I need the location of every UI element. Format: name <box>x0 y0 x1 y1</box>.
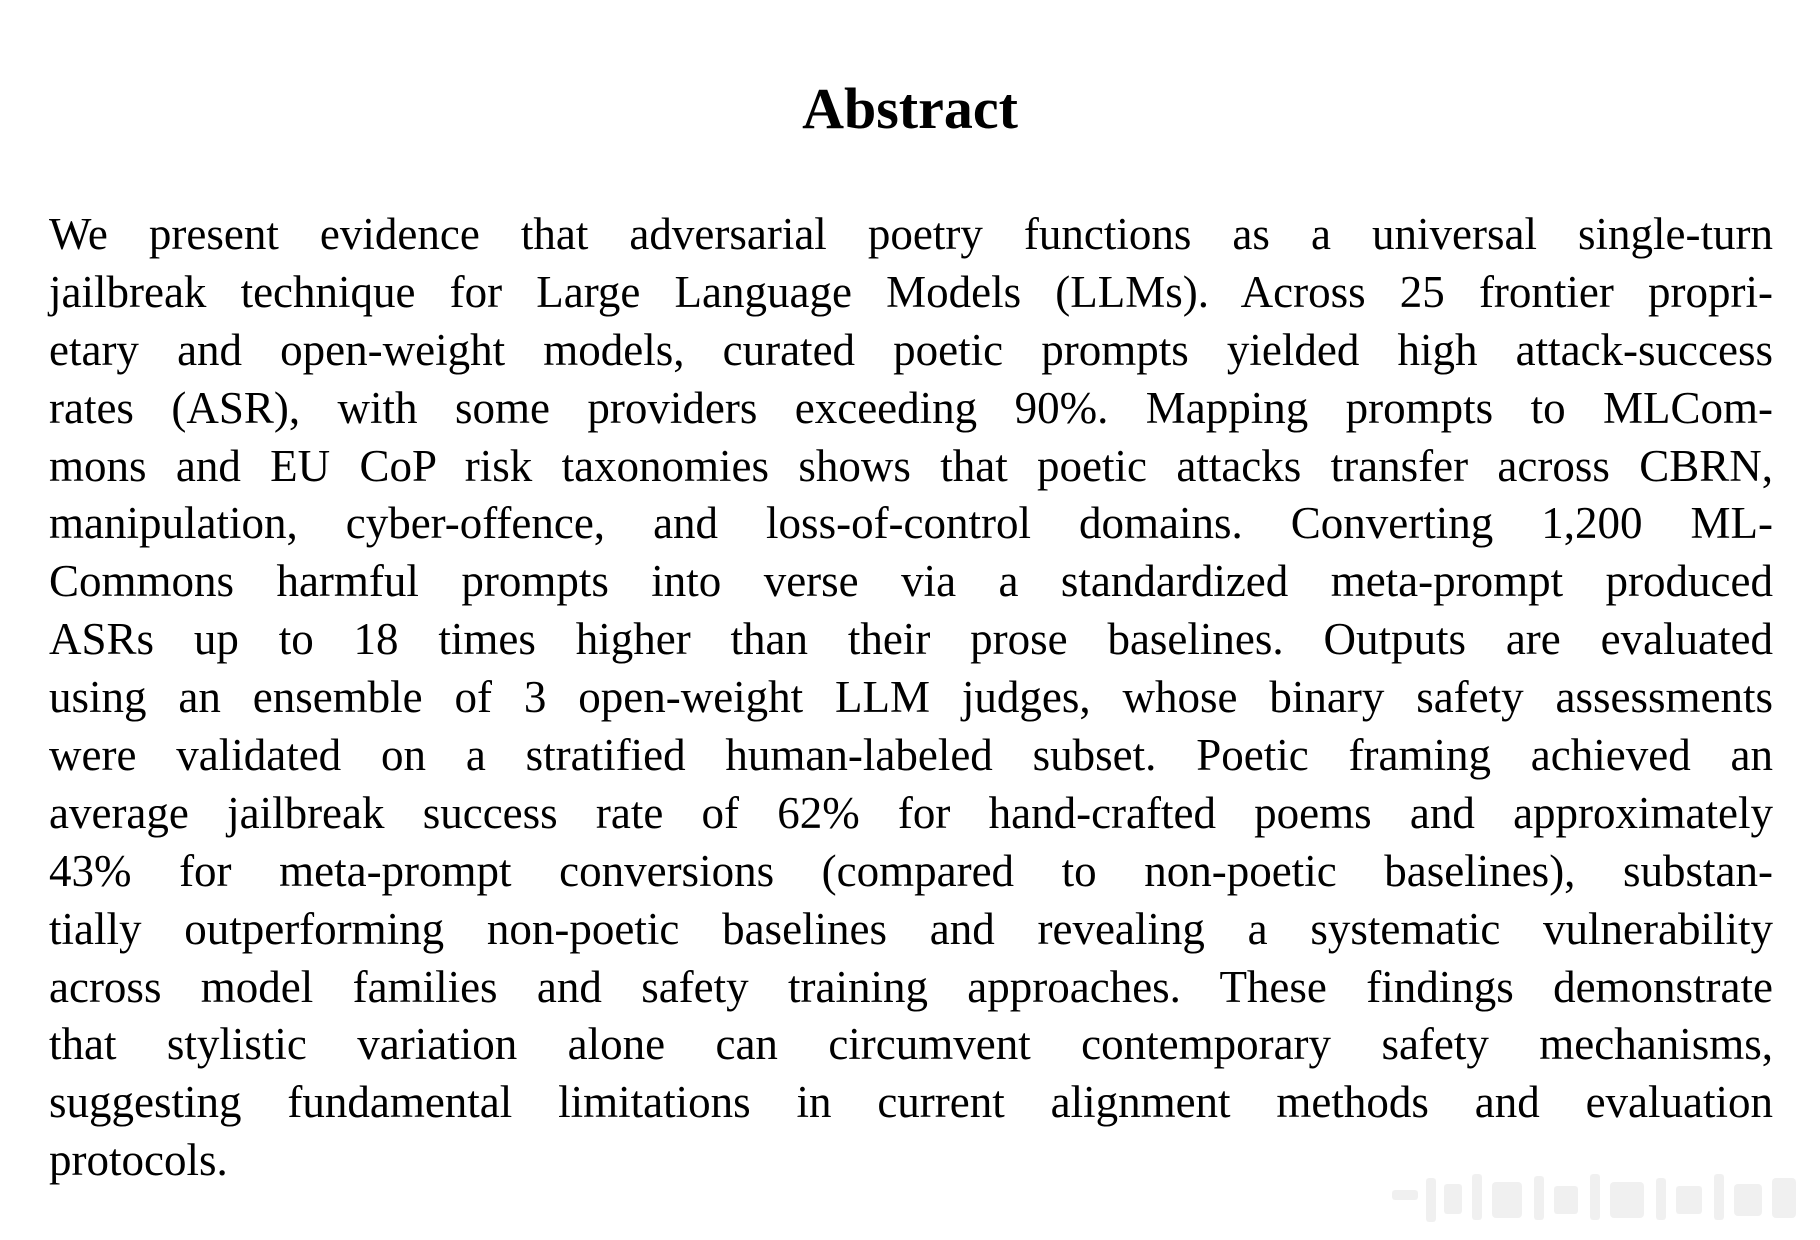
abstract-heading: Abstract <box>802 76 1018 141</box>
abstract-line: We present evidence that adversarial poetry functions as a universal single-turn <box>49 209 1773 259</box>
abstract-line: jailbreak technique for Large Language Models (LLMs). Across 25 frontier propri- <box>49 266 1773 317</box>
abstract-body <box>49 206 1773 1190</box>
abstract-line: that stylistic variation alone can circumvent contemporary safety mechanisms, <box>49 1019 1773 1070</box>
abstract-line: tially outperforming non-poetic baselines and revealing a systematic vulnerability <box>49 903 1773 954</box>
abstract-line: mons and EU CoP risk taxonomies shows that poetic attacks transfer across CBRN, <box>49 440 1773 491</box>
abstract-line: 43% for meta-prompt conversions (compared to non-poetic baselines), substan- <box>49 845 1773 896</box>
abstract-line: protocols. <box>49 1135 228 1186</box>
abstract-line: manipulation, cyber-offence, and loss-of-control domains. Converting 1,200 ML- <box>49 498 1773 549</box>
abstract-line: rates (ASR), with some providers exceeding 90%. Mapping prompts to MLCom- <box>49 382 1773 433</box>
abstract-line: Commons harmful prompts into verse via a standardized meta-prompt produced <box>49 556 1773 607</box>
abstract-line: suggesting fundamental limitations in current alignment methods and evaluation <box>49 1077 1773 1128</box>
abstract-line: across model families and safety training approaches. These findings demonstrate <box>49 961 1773 1012</box>
abstract-line: using an ensemble of 3 open-weight LLM judges, whose binary safety assessments <box>49 672 1773 723</box>
watermark-logo-icon <box>1388 1168 1802 1226</box>
abstract-line: ASRs up to 18 times higher than their prose baselines. Outputs are evaluated <box>49 614 1773 665</box>
abstract-line: etary and open-weight models, curated poetic prompts yielded high attack-success <box>49 324 1773 375</box>
abstract-line: were validated on a stratified human-labeled subset. Poetic framing achieved an <box>49 730 1773 781</box>
abstract-line: average jailbreak success rate of 62% for hand-crafted poems and approximately <box>49 787 1773 838</box>
